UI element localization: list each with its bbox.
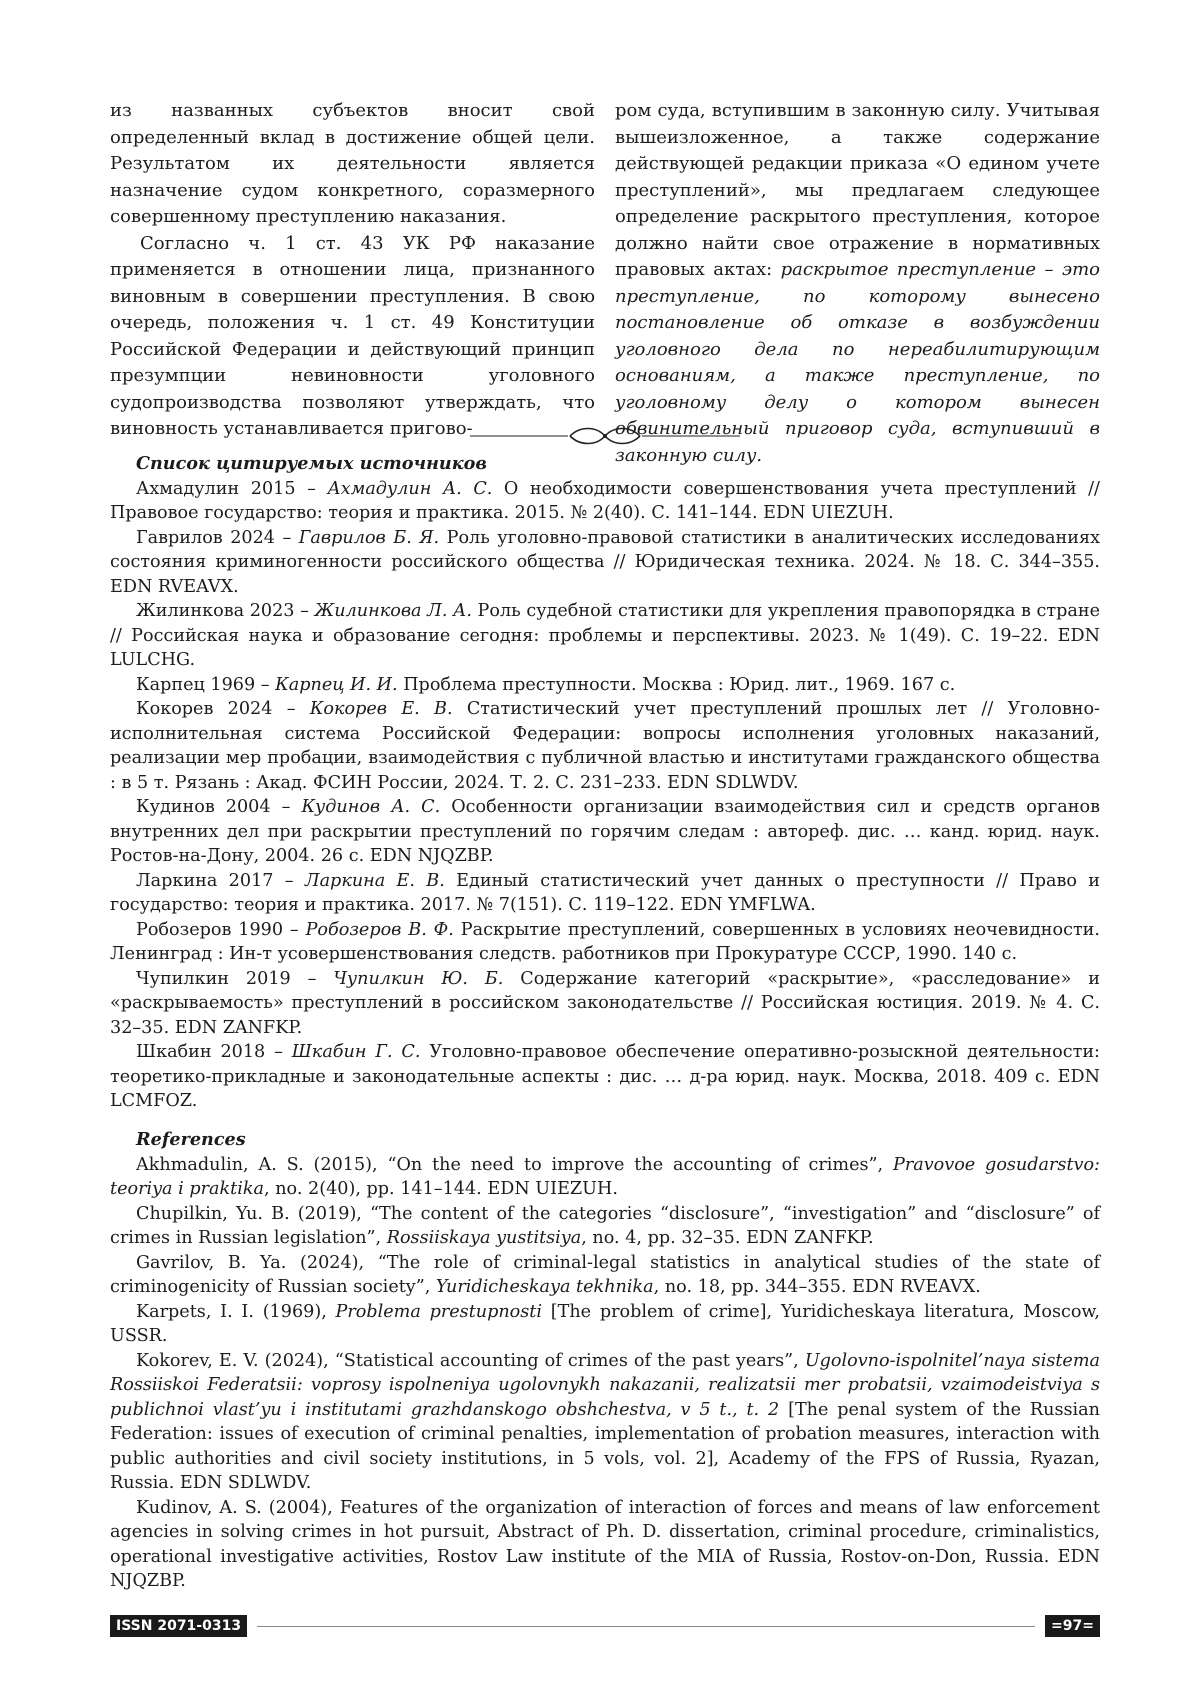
reference-text: , no. 2(40), pp. 141–144. EDN UIEZUH. (264, 1179, 618, 1199)
reference-text: Akhmadulin, A. S. (2015), “On the need to improve the accounting of crimes”, (136, 1154, 893, 1175)
definition-text: раскрытое преступление – это преступление, по которому вынесено постановление об отказе в возбуждении уголовного дела по нереабилитирующим основаниям, а также преступление, по уголовному делу о котором вынесен обвинительный приговор суда, вступивший в законную силу. (615, 259, 1100, 466)
reference-title: Rossiiskaya yustitsiya (386, 1228, 582, 1248)
source-entry (110, 1040, 1100, 1114)
reference-entry (110, 1496, 1100, 1594)
cited-sources-heading: Список цитируемых источников (136, 453, 487, 474)
paragraph: Согласно ч. 1 ст. 43 УК РФ наказание применяется в отношении лица, признанного виновным в совершении преступления. В свою очередь, положения ч. 1 ст. 49 Конституции Российской Федерации и действующий принцип презумпции невиновности уголовного судопроизводства позволяют утверждать, что виновность устанавливается пригово- (110, 232, 595, 439)
source-key: Ахмадулин 2015 – (136, 478, 328, 499)
reference-text: Gavrilov, B. Ya. (2024), “The role of criminal-legal statistics in analytical studies of the state of criminogenicity of Russian society”, (110, 1252, 1100, 1297)
source-entry (110, 477, 1100, 526)
right-column (615, 98, 1100, 469)
source-text: Роль судебной статистики для укрепления правопорядка в стране // Российская наука и образование сегодня: проблемы и перспективы. 2023. № 1(49). С. 19–22. EDN LULCHG. (110, 601, 1100, 670)
reference-text: , no. 18, pp. 344–355. EDN RVEAVX. (653, 1277, 981, 1297)
reference-text: Chupilkin, Yu. B. (2019), “The content of the categories “disclosure”, “investigation” and “disclosure” of crimes in Russian legislation”, (110, 1203, 1100, 1248)
source-key: Чупилкин 2019 – (136, 968, 334, 989)
source-author: Ларкина Е. В. (304, 870, 445, 891)
source-entry (110, 918, 1100, 967)
reference-entry (110, 1202, 1100, 1251)
source-author: Гаврилов Б. Я. (298, 527, 440, 548)
body-columns (110, 98, 1100, 469)
source-entry (110, 795, 1100, 869)
source-entry (110, 869, 1100, 918)
source-entry (110, 673, 1100, 698)
reference-text: [The penal system of the Russian Federation: issues of execution of criminal penalties, implementation of probation measures, interaction with public authorities and civil society institutions, in 5 vols, vol. 2], Academy of the FPS of Russia, Ryazan, Russia. EDN SDLWDV. (110, 1399, 1101, 1493)
source-key: Жилинкова 2023 – (136, 601, 315, 621)
paragraph: из названных субъектов вносит свой определенный вклад в достижение общей цели. Результатом их деятельности является назначение судом конкретного, соразмерного совершенному преступлению наказания. (110, 100, 595, 227)
reference-entry (110, 1300, 1100, 1349)
source-text: Раскрытие преступлений, совершенных в условиях неочевидности. Ленинград : Ин-т усовершенствования следств. работников при Прокуратуре СССР, 1990. 140 с. (110, 919, 1100, 964)
reference-text: , no. 4, pp. 32–35. EDN ZANFKP. (581, 1228, 874, 1248)
reference-title: Ugolovno-ispolnitel’naya sistema Rossiiskoi Federatsii: voprosy ispolneniya ugolovnykh nakazanii, realizatsii mer probatsii, vzaimodeistviya s publichnoi vlast’yu i institutami grazhdanskogo obshchestva, v 5 t., t. 2 (110, 1350, 1101, 1420)
source-entry (110, 599, 1100, 673)
source-entry (110, 697, 1100, 795)
source-author: Шкабин Г. С. (291, 1042, 421, 1062)
cited-sources (110, 452, 1100, 1114)
cited-sources-list (110, 477, 1100, 1114)
reference-text: Kokorev, E. V. (2024), “Statistical accounting of crimes of the past years”, (136, 1350, 805, 1371)
source-author: Робозеров В. Ф. (305, 919, 454, 940)
paragraph-text: ром суда, вступившим в законную силу. Учитывая вышеизложенное, а также содержание действующей редакции приказа «О едином учете преступлений», мы предлагаем следующее определение раскрытого преступления, которое должно найти свое отражение в нормативных правовых актах: (615, 100, 1100, 280)
reference-text: Karpets, I. I. (1969), (136, 1301, 336, 1322)
footer-rule (257, 1626, 1035, 1627)
references-list (110, 1153, 1100, 1594)
source-text: Единый статистический учет данных о преступности // Право и государство: теория и практика. 2017. № 7(151). С. 119–122. EDN YMFLWA. (110, 870, 1100, 915)
page-footer (110, 1614, 1100, 1638)
source-key: Карпец 1969 – (136, 674, 276, 695)
source-text: О необходимости совершенствования учета преступлений // Правовое государство: теория и практика. 2015. № 2(40). С. 141–144. EDN UIEZUH. (110, 478, 1100, 523)
references-heading: References (136, 1129, 246, 1150)
references (110, 1128, 1100, 1594)
ornament-divider (470, 424, 740, 448)
source-key: Робозеров 1990 – (136, 919, 306, 940)
source-key: Ларкина 2017 – (136, 870, 305, 891)
source-author: Кудинов А. С. (301, 797, 441, 817)
reference-text: Kudinov, A. S. (2004), Features of the organization of interaction of forces and means of law enforcement agencies in solving crimes in hot pursuit, Abstract of Ph. D. dissertation, criminal procedure, criminalistics, operational investigative activities, Rostov Law institute of the MIA of Russia, Rostov-on-Don, Russia. EDN NJQZBP. (110, 1497, 1100, 1591)
reference-entry (110, 1251, 1100, 1300)
source-author: Жилинкова Л. А. (314, 601, 472, 621)
source-author: Чупилкин Ю. Б. (333, 968, 504, 989)
left-column (110, 98, 595, 469)
source-text: Содержание категорий «раскрытие», «расследование» и «раскрываемость» преступлений в российском законодательстве // Российская юстиция. 2019. № 4. С. 32–35. EDN ZANFKP. (110, 968, 1100, 1038)
source-text: Роль уголовно-правовой статистики в аналитических исследованиях состояния криминогенности российского общества // Юридическая техника. 2024. № 18. С. 344–355. EDN RVEAVX. (110, 527, 1100, 597)
reference-entry (110, 1153, 1100, 1202)
source-author: Карпец И. И. (275, 674, 398, 695)
issn-badge: ISSN 2071-0313 (110, 1615, 247, 1637)
source-key: Кокорев 2024 – (136, 699, 310, 719)
reference-title: Yuridicheskaya tekhnika (435, 1277, 654, 1297)
source-key: Шкабин 2018 – (136, 1042, 292, 1062)
reference-entry (110, 1349, 1100, 1496)
source-key: Гаврилов 2024 – (136, 527, 299, 548)
page-number: =97= (1045, 1615, 1100, 1637)
paragraph (615, 98, 1100, 469)
source-text: Особенности организации взаимодействия сил и средств органов внутренних дел при раскрытии преступлений по горячим следам : автореф. дис. … канд. юрид. наук. Ростов-на-Дону, 2004. 26 с. EDN NJQZBP. (110, 797, 1100, 866)
source-text: Статистический учет преступлений прошлых лет // Уголовно-исполнительная система Российской Федерации: вопросы исполнения уголовных наказаний, реализации мер пробации, взаимодействия с публичной властью и институтами гражданского общества : в 5 т. Рязань : Акад. ФСИН России, 2024. Т. 2. С. 231–233. EDN SDLWDV. (110, 699, 1100, 793)
source-author: Ахмадулин А. С. (327, 478, 493, 499)
source-entry (110, 526, 1100, 600)
reference-title: Problema prestupnosti (335, 1301, 543, 1322)
reference-title: Pravovoe gosudarstvo: teoriya i praktika (110, 1154, 1100, 1199)
reference-text: [The problem of crime], Yuridicheskaya literatura, Moscow, USSR. (110, 1301, 1100, 1346)
source-key: Кудинов 2004 – (136, 797, 302, 817)
source-entry (110, 967, 1100, 1041)
source-text: Уголовно-правовое обеспечение оперативно-розыскной деятельности: теоретико-прикладные и законодательные аспекты : дис. … д-ра юрид. наук. Москва, 2018. 409 с. EDN LCMFOZ. (110, 1042, 1100, 1111)
source-text: Проблема преступности. Москва : Юрид. лит., 1969. 167 с. (397, 674, 956, 695)
source-author: Кокорев Е. В. (309, 699, 453, 719)
